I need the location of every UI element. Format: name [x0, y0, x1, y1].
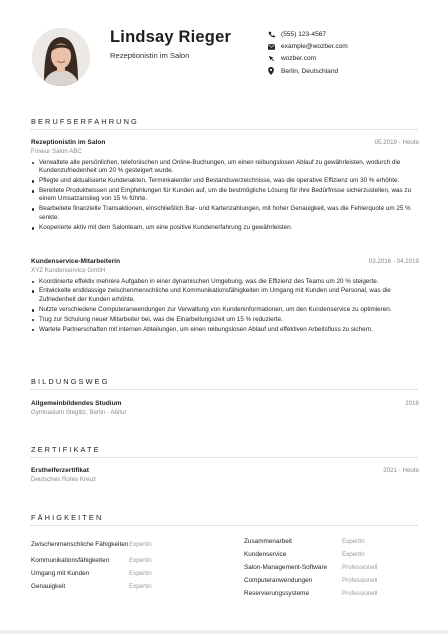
skill-level: Expertin [129, 570, 152, 577]
skill-row [31, 567, 206, 580]
bullet-item: Koordinierte effektiv mehrere Aufgaben in einer dynamischen Umgebung, was die Effizienz des Teams um 20 % steigerte. [31, 278, 419, 287]
certificates-divider [31, 457, 417, 458]
education-heading: BILDUNGSWEG [31, 377, 110, 386]
job-company: Friseur Salon ABC [31, 147, 82, 155]
skills-divider [31, 525, 417, 526]
skill-row [244, 535, 419, 548]
skill-level: Expertin [129, 541, 152, 548]
skill-row [244, 548, 419, 561]
skill-row [31, 554, 206, 567]
skill-name: Salon-Management-Software [244, 563, 328, 571]
candidate-name: Lindsay Rieger [110, 28, 232, 46]
envelope-icon [268, 44, 281, 50]
skill-level: Expertin [129, 557, 152, 564]
contact-website-text: wozber.com [281, 55, 317, 63]
certificates-heading: ZERTIFIKATE [31, 445, 101, 454]
certificate-date: 2021 - Heute [383, 467, 419, 474]
skill-level: Professionell [342, 564, 378, 571]
job-bullets [31, 278, 419, 335]
phone-icon [268, 31, 281, 38]
skill-row [244, 587, 419, 600]
job-date: 03.2016 - 04.2019 [368, 258, 419, 265]
skill-level: Expertin [342, 551, 365, 558]
skill-name: Computeranwendungen [244, 576, 313, 584]
bullet-item: Pflegte und aktualisierte Kundenakten, Terminkalender und Bestandsverzeichnisse, was die operative Effizienz um 30 % erhöhte. [31, 177, 419, 186]
bullet-item: Nutzte verschiedene Computeranwendungen zur Verwaltung von Kundeninformationen, um den Kundenservice zu optimieren. [31, 306, 419, 315]
contact-email-text: example@wozber.com [281, 43, 348, 51]
experience-heading: BERUFSERFAHRUNG [31, 117, 139, 126]
skill-name: Umgang mit Kunden [31, 569, 90, 577]
job-title: Rezeptionistin im Salon [31, 139, 106, 146]
bullet-item: Kooperierte aktiv mit dem Salonteam, um eine positive Kundenerfahrung zu gewährleisten. [31, 224, 419, 233]
certificate-title: Ersthelferzertifikat [31, 467, 89, 474]
candidate-role: Rezeptionistin im Salon [110, 51, 190, 60]
skill-name: Genauigkeit [31, 582, 66, 590]
degree-date: 2016 [405, 400, 419, 407]
skill-level: Expertin [342, 538, 365, 545]
education-divider [31, 389, 417, 390]
job-title: Kundenservice-Mitarbeiterin [31, 258, 121, 265]
location-pin-icon [268, 67, 281, 75]
school-name: Gymnasium Steglitz, Berlin - Abitur [31, 408, 127, 416]
job-company: XYZ Kundenservice GmbH [31, 266, 106, 274]
contact-phone[interactable] [268, 28, 348, 40]
skill-level: Professionell [342, 590, 378, 597]
bullet-item: Bearbeitete finanzielle Transaktionen, einschließlich Bar- und Kartenzahlungen, mit hoher Genauigkeit, was die Fehlerquote um 25 % senkte. [31, 205, 419, 222]
skill-level: Professionell [342, 577, 378, 584]
skill-row [31, 580, 206, 593]
contact-location-text: Berlin, Deutschland [281, 67, 339, 75]
contact-location [268, 65, 348, 77]
education-entry [31, 400, 419, 416]
skill-row [31, 535, 206, 554]
link-icon [268, 55, 281, 62]
page-bottom-band [0, 630, 448, 634]
contact-phone-text: (555) 123-4567 [281, 30, 327, 38]
skills-heading: FÄHIGKEITEN [31, 513, 104, 522]
skill-name: Reservierungssysteme [244, 589, 309, 597]
bullet-item: Entwickelte erstklassige zwischenmenschliche und Kommunikationsfähigkeiten im Umgang mit Kunden und Personal, was die Zufriedenheit der Kunden erhöhte. [31, 287, 419, 304]
skills-column-left [31, 535, 206, 600]
experience-divider [31, 129, 417, 130]
skills-column-right [244, 535, 419, 600]
skill-level: Expertin [129, 583, 152, 590]
job-date: 05.2019 - Heute [374, 139, 419, 146]
certificate-entry [31, 467, 419, 483]
certificate-issuer: Deutsches Rotes Kreuz [31, 475, 96, 483]
skill-row [244, 561, 419, 574]
bullet-item: Verwaltete alle persönlichen, telefonischen und Online-Buchungen, um einen reibungslosen Ablauf zu gewährleisten, wodurch die Kundenzufriedenheit um 20 % gesteigert wurde. [31, 159, 419, 176]
contact-email[interactable] [268, 40, 348, 52]
profile-photo [32, 28, 90, 86]
job-bullets [31, 159, 419, 233]
bullet-item: Bereitete Produktwissen und Empfehlungen für Kunden auf, um die bestmögliche Lösung für ihre Bedürfnisse sicherzustellen, was zu einem Umsatzanstieg von 15 % führte. [31, 187, 419, 204]
contact-info [268, 28, 348, 78]
skill-name: Zwischenmenschliche Fähigkeiten [31, 540, 129, 548]
experience-entry-2 [31, 258, 419, 336]
bullet-item: Trug zur Schulung neuer Mitarbeiter bei, was die Einarbeitungszeit um 15 % reduzierte. [31, 316, 419, 325]
degree-title: Allgemeinbildendes Studium [31, 400, 122, 407]
skill-name: Kundenservice [244, 550, 287, 558]
contact-website[interactable] [268, 53, 348, 65]
bullet-item: Wartete Partnerschaften mit internen Abteilungen, um einen reibungslosen Ablauf und effektiven Arbeitsfluss zu sichern. [31, 326, 419, 335]
skill-name: Kommunikationsfähigkeiten [31, 556, 110, 564]
experience-entry-1 [31, 139, 419, 234]
skill-row [244, 574, 419, 587]
skill-name: Zusammenarbeit [244, 537, 292, 545]
skills-grid [31, 535, 419, 600]
